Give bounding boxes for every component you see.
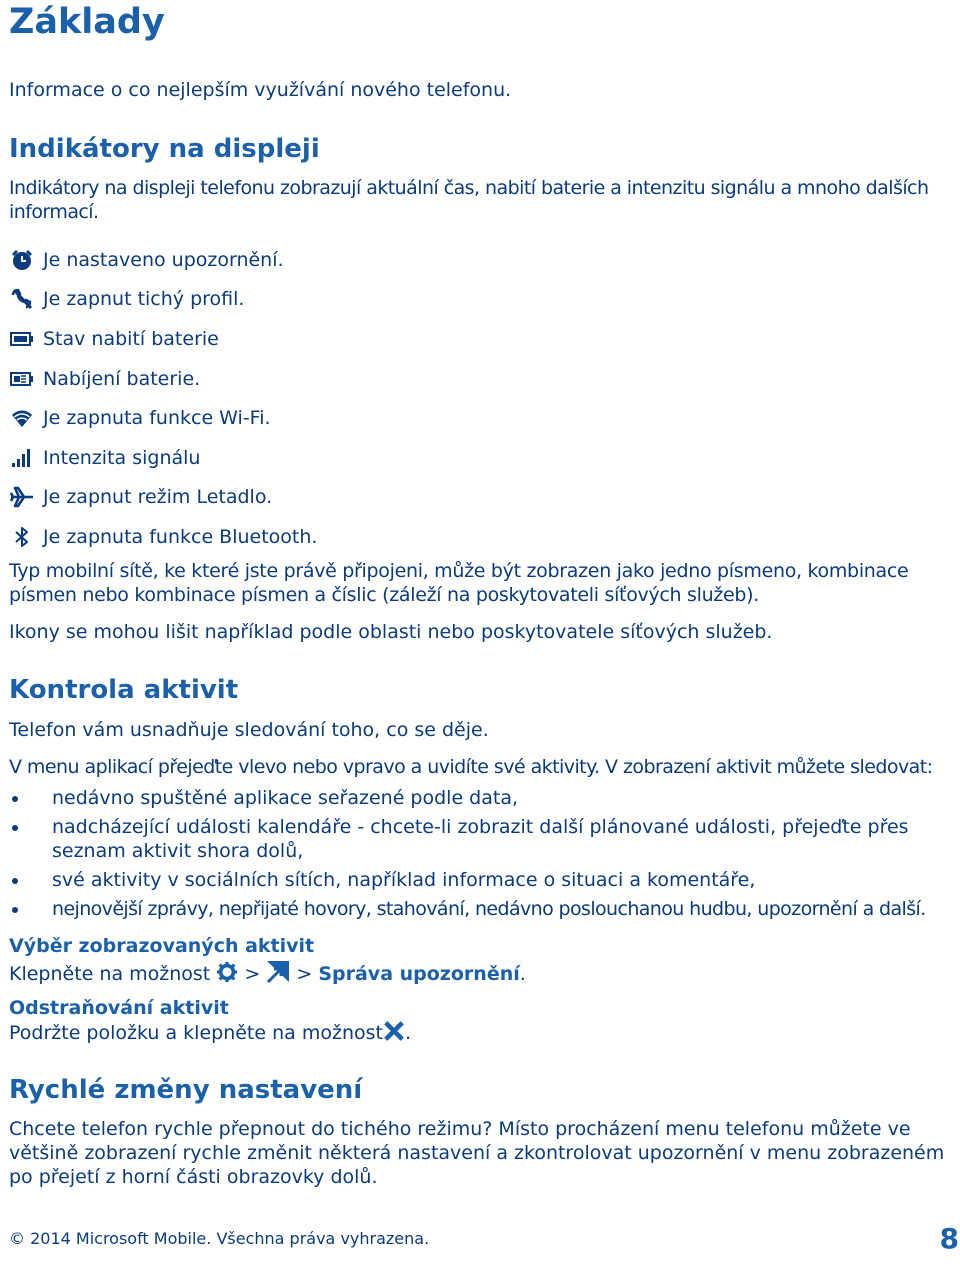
list-item: nedávno spuštěné aplikace seřazené podle data, <box>9 786 959 810</box>
indicator-label: Je zapnuta funkce Wi-Fi. <box>43 407 271 430</box>
quick-settings-heading: Rychlé změny nastavení <box>9 1075 363 1105</box>
indicator-item <box>9 398 317 438</box>
copyright-footer: © 2014 Microsoft Mobile. Všechna práva vyhrazena. <box>9 1229 430 1248</box>
select-text-before: Klepněte na možnost <box>9 963 211 985</box>
indicator-item <box>9 517 317 557</box>
wifi-icon <box>9 405 35 431</box>
select-separator-1: > <box>244 963 261 985</box>
indicator-label: Stav nabití baterie <box>43 327 219 350</box>
airplane-icon <box>9 484 35 510</box>
select-activities-heading: Výběr zobrazovaných aktivit <box>9 935 315 957</box>
indicator-label: Je nastaveno upozornění. <box>43 248 284 271</box>
indicator-label: Intenzita signálu <box>43 446 201 469</box>
remove-text-after: . <box>404 1022 412 1044</box>
activity-list <box>9 786 959 926</box>
activity-heading: Kontrola aktivit <box>9 675 239 705</box>
indicator-item <box>9 438 317 478</box>
page <box>9 0 959 1264</box>
indicators-heading: Indikátory na displeji <box>9 134 320 164</box>
notifications-arrow-icon[interactable] <box>266 959 290 989</box>
alarm-icon <box>9 247 35 273</box>
indicator-label: Je zapnut tichý profil. <box>43 288 245 311</box>
select-activities-text <box>9 959 959 989</box>
indicator-label: Je zapnut režim Letadlo. <box>43 486 273 509</box>
silent-profile-icon <box>9 286 35 312</box>
bluetooth-icon <box>9 524 35 550</box>
remove-text-before: Podržte položku a klepněte na možnost <box>9 1022 383 1044</box>
indicator-label: Je zapnuta funkce Bluetooth. <box>43 525 318 548</box>
network-note: Typ mobilní sítě, ke které jste právě připojeni, může být zobrazen jako jedno písmeno, kombinace písmen nebo kombinace písmen a číslic (záleží na poskytovateli síťových služeb). <box>9 560 909 606</box>
close-icon[interactable] <box>383 1020 405 1048</box>
select-separator-2: > <box>296 963 313 985</box>
manage-notifications-label: Správa upozornění <box>318 963 520 985</box>
indicators-description: Indikátory na displeji telefonu zobrazují aktuální čas, nabití baterie a intenzitu signálu a mnoho dalších informací. <box>9 177 929 223</box>
signal-strength-icon <box>9 445 35 471</box>
list-item: nadcházející události kalendáře - chcete-li zobrazit další plánované události, přejeďte přes seznam aktivit shora dolů, <box>9 815 959 863</box>
select-text-after: . <box>519 963 526 985</box>
indicator-item <box>9 280 317 320</box>
list-item: nejnovější zprávy, nepřijaté hovory, stahování, nedávno poslouchanou hudbu, upozornění a další. <box>9 897 959 921</box>
indicator-item <box>9 240 317 280</box>
indicator-item <box>9 319 317 359</box>
page-number: 8 <box>939 1222 959 1255</box>
battery-icon <box>9 326 35 352</box>
intro-text: Informace o co nejlepším využívání nového telefonu. <box>9 79 512 101</box>
indicator-label: Nabíjení baterie. <box>43 367 201 390</box>
list-item: své aktivity v sociálních sítích, například informace o situaci a komentáře, <box>9 868 959 892</box>
quick-settings-text: Chcete telefon rychle přepnout do tichého režimu? Místo procházení menu telefonu můžete ve většině zobrazení rychle změnit některá nastavení a zkontrolovat upozornění v menu zobrazeném po přejetí z horní části obrazovky dolů. <box>9 1118 945 1188</box>
indicator-item <box>9 359 317 399</box>
indicator-list <box>9 240 317 557</box>
activity-text-2: V menu aplikací přejeďte vlevo nebo vpravo a uvidíte své aktivity. V zobrazení aktivit můžete sledovat: <box>9 756 933 778</box>
remove-activities-text <box>9 1020 959 1048</box>
remove-activities-heading: Odstraňování aktivit <box>9 997 229 1019</box>
icons-note: Ikony se mohou lišit například podle oblasti nebo poskytovatele síťových služeb. <box>9 621 773 643</box>
battery-charging-icon <box>9 366 35 392</box>
activity-text-1: Telefon vám usnadňuje sledování toho, co se děje. <box>9 719 489 741</box>
indicator-item <box>9 478 317 518</box>
page-title: Základy <box>9 2 165 42</box>
settings-gear-icon[interactable] <box>216 961 238 989</box>
